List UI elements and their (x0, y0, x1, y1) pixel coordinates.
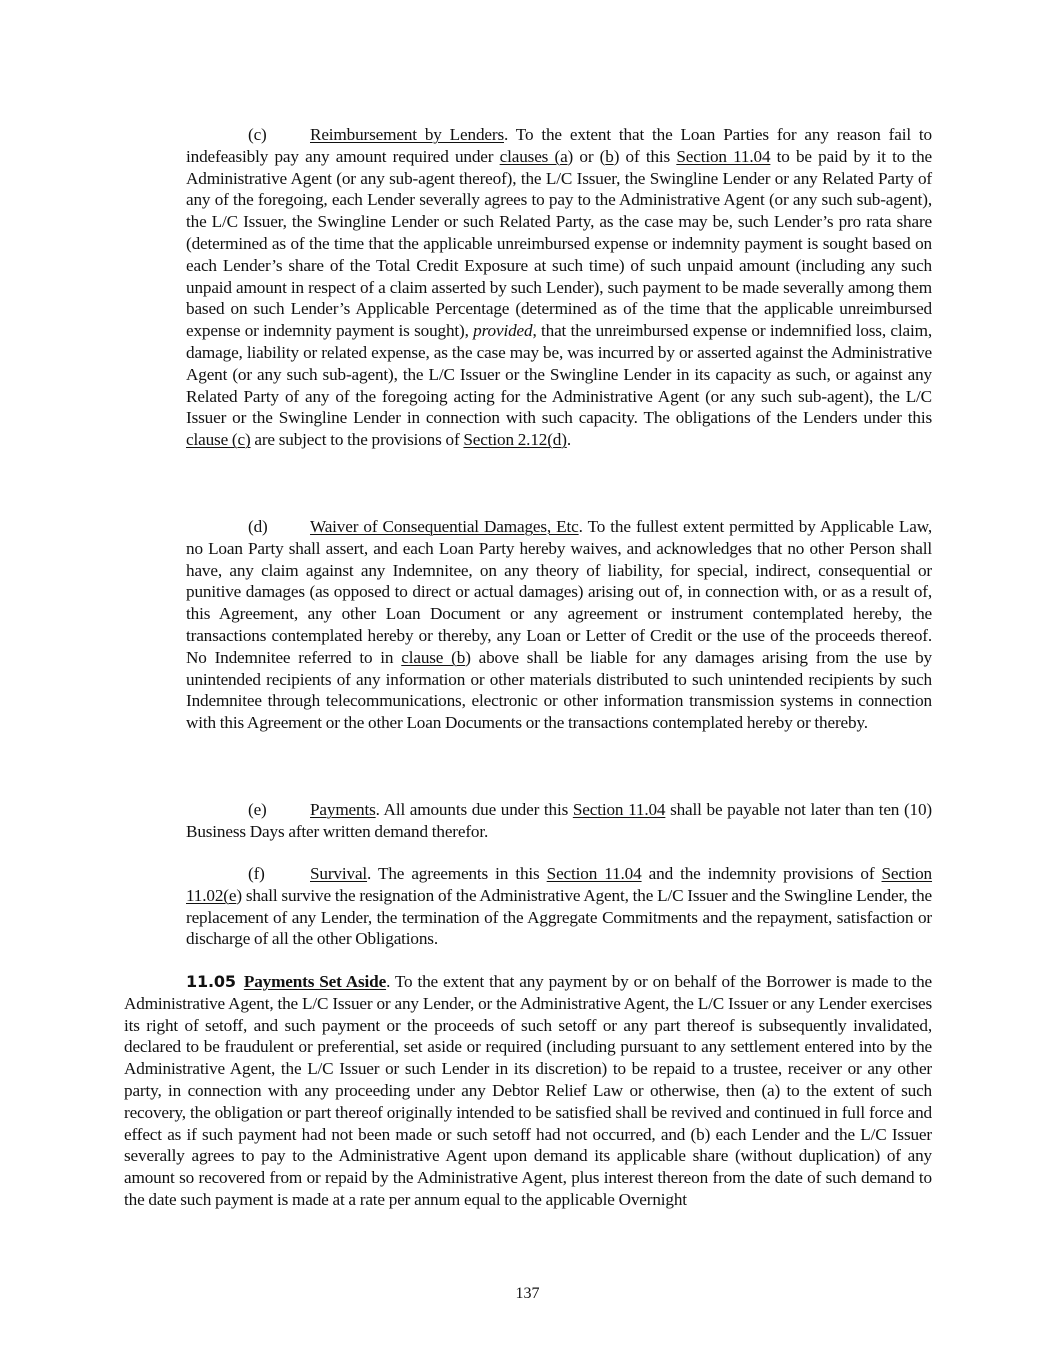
cross-reference-link[interactable]: clause (c) (186, 430, 251, 450)
clause-e-paragraph (186, 799, 932, 843)
clause-e-text: . All amounts due under this (375, 800, 573, 819)
clause-c-text: . To the extent that the Loan Parties for any reason fail to indefeasibly pay any amount required under (186, 125, 932, 166)
section-number: 11.05 (186, 972, 236, 991)
page-number: 137 (515, 1285, 540, 1302)
clause-c-text: ) or ( (567, 146, 606, 166)
cross-reference-link[interactable]: b (605, 146, 614, 166)
clause-d-text: . To the fullest extent permitted by Applicable Law, no Loan Party shall assert, and each Loan Party hereby waives, and acknowledges that no other Person shall have, any claim against any Indemnitee, on any theory of liability, for special, indirect, consequential or punitive damages (as opposed to direct or actual damages) arising out of, in connection with, or as a result of, this Agreement, any other Loan Document or any agreement or instrument contemplated hereby, the transactions contemplated hereby or thereby, any Loan or Letter of Credit or the use of the proceeds thereof. No Indemnitee referred to in (186, 517, 932, 667)
clause-d-paragraph (186, 516, 932, 734)
clause-f-paragraph (186, 863, 932, 950)
clause-f-text: and the indemnity provisions of (641, 864, 882, 883)
section-11-05-paragraph (124, 971, 932, 1211)
clause-c-text: . (566, 430, 571, 450)
cross-reference-link[interactable]: Section 2.12(d) (463, 430, 567, 450)
clause-c-text: to be paid by it to the Administrative Agent (or any sub-agent thereof), the L/C Issuer, the Swingline Lender or any Related Party of any of the foregoing, each Lender severally agrees to pay to the Administrative Agent (or any such sub-agent), the L/C Issuer, the Swingline Lender or such Related Party, as the case may be, such Lender’s pro rata share (determined as of the time that the applicable unreimbursed expense or indemnity payment is sought based on each Lender’s share of the Total Credit Exposure at such time) of such unpaid amount (including any such unpaid amount in respect of a claim asserted by such Lender), such payment to be made severally among them based on such Lender’s Applicable Percentage (determined as of the time that the applicable unreimbursed expense or indemnity payment is sought), (186, 146, 932, 341)
cross-reference-link[interactable]: clause (b (401, 647, 466, 667)
cross-reference-link[interactable]: Section 11.02(e (186, 864, 933, 905)
clause-c-paragraph (186, 124, 932, 451)
clause-d-title: Waiver of Consequential Damages, Etc (310, 517, 579, 536)
clause-f-text: . The agreements in this (367, 864, 547, 883)
clause-c-text: are subject to the provisions of (250, 430, 464, 450)
cross-reference-link[interactable]: Section 11.04 (676, 146, 771, 166)
clause-c-text: ) of this (613, 146, 677, 166)
clause-e-label: (e) (248, 800, 267, 819)
clause-e-text: shall be payable not later than ten (10) Business Days after written demand therefor. (186, 800, 933, 841)
cross-reference-link[interactable]: Section 11.04 (546, 864, 642, 883)
section-title: Payments Set Aside (243, 972, 387, 991)
section-11-05-text: . To the extent that any payment by or on behalf of the Borrower is made to the Administrative Agent, the L/C Issuer or any Lender, or the Administrative Agent, the L/C Issuer or any Lender exercises its right of setoff, and such payment or the proceeds of such setoff or any part thereof is subsequently invalidated, declared to be fraudulent or preferential, set aside or required (including pursuant to any settlement entered into by the Administrative Agent, the L/C Issuer or such Lender in its discretion) to be repaid to a trustee, receiver or any other party, in connection with any proceeding under any Debtor Relief Law or otherwise, then (a) to the extent of such recovery, the obligation or part thereof originally intended to be satisfied shall be revived and continued in full force and effect as if such payment had not been made or such setoff had not occurred, and (b) each Lender and the L/C Issuer severally agrees to pay to the Administrative Agent upon demand its applicable share (without duplication) of any amount so recovered from or repaid by the Administrative Agent, plus interest thereon from the date of such demand to the date such payment is made at a rate per annum equal to the applicable Overnight (124, 972, 932, 1209)
clause-f-label: (f) (248, 864, 265, 883)
clause-d-label: (d) (248, 517, 268, 536)
clause-c-title: Reimbursement by Lenders (310, 125, 504, 144)
clause-c-label: (c) (248, 125, 267, 144)
clause-f-text: ) shall survive the resignation of the Administrative Agent, the L/C Issuer and the Swingline Lender, the replacement of any Lender, the termination of the Aggregate Commitments and the repayment, satisfaction or discharge of all the other Obligations. (186, 885, 932, 949)
provided-italic: provided (473, 321, 533, 341)
clause-d-text: ) above shall be liable for any damages arising from the use by unintended recipients of any information or other materials distributed to such unintended recipients by such Indemnitee through telecommunications, electronic or other information transmission systems in connection with this Agreement or the other Loan Documents or the transactions contemplated hereby or thereby. (186, 647, 932, 733)
cross-reference-link[interactable]: clauses (a (499, 146, 568, 166)
cross-reference-link[interactable]: Section 11.04 (572, 800, 666, 819)
clause-c-text: , that the unreimbursed expense or indemnified loss, claim, damage, liability or related expense, as the case may be, was incurred by or asserted against the Administrative Agent (or any such sub-agent), the L/C Issuer or the Swingline Lender in its capacity as such, or against any Related Party of any of the foregoing acting for the Administrative Agent (or any such sub-agent), the L/C Issuer or the Swingline Lender in connection with such capacity. The obligations of the Lenders under this (186, 321, 932, 428)
clause-e-title: Payments (310, 800, 376, 819)
clause-f-title: Survival (310, 864, 368, 883)
